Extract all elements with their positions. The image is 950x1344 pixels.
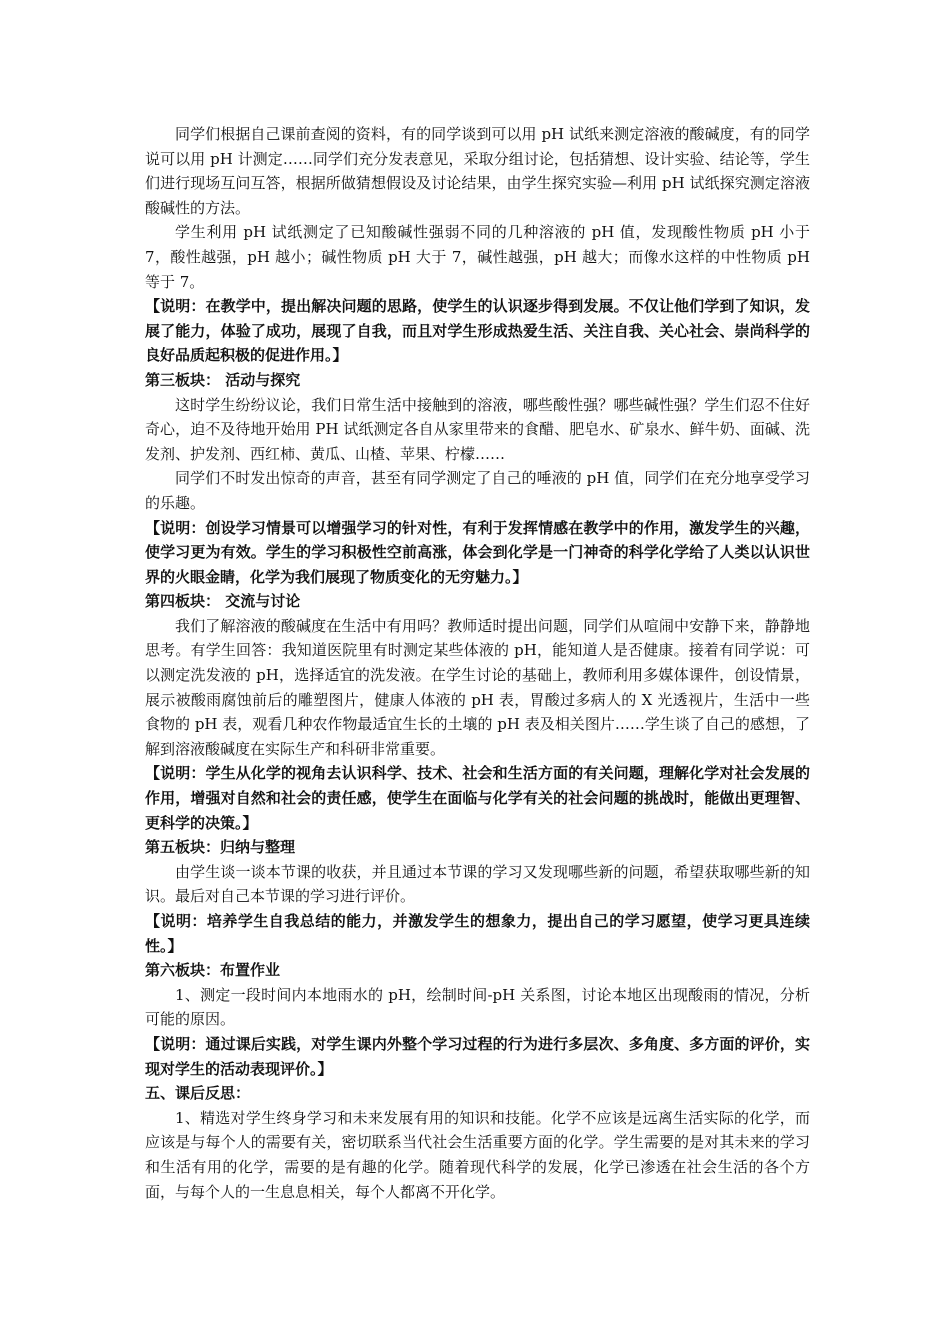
paragraph: 同学们根据自己课前查阅的资料，有的同学谈到可以用 pH 试纸来测定溶液的酸碱度，有的同学说可以用 pH 计测定……同学们充分发表意见，采取分组讨论，包括猜想、设计实验、结论等，学生们进行现场互问互答，根据所做猜想假设及讨论结果，由学生探究实验—利用 pH 试纸探究测定溶液酸碱性的方法。 [145, 125, 810, 217]
note-block: 【说明：创设学习情景可以增强学习的针对性，有利于发挥情感在教学中的作用，激发学生的兴趣，使学习更为有效。学生的学习积极性空前高涨，体会到化学是一门神奇的科学化学给了人类以认识世界的火眼金睛，化学为我们展现了物质变化的无穷魅力。】 [145, 518, 810, 586]
note-block: 【说明：培养学生自我总结的能力，并激发学生的想象力，提出自己的学习愿望，使学习更具连续性。】 [145, 912, 810, 955]
note-block: 【说明：学生从化学的视角去认识科学、技术、社会和生活方面的有关问题，理解化学对社会发展的作用，增强对自然和社会的责任感，使学生在面临与化学有关的社会问题的挑战时，能做出更理智、更科学的决策。】 [145, 764, 810, 832]
paragraph: 1、精选对学生终身学习和未来发展有用的知识和技能。化学不应该是远离生活实际的化学，而应该是与每个人的需要有关，密切联系当代社会生活重要方面的化学。学生需要的是对其未来的学习和生活有用的化学，需要的是有趣的化学。随着现代科学的发展，化学已渗透在社会生活的各个方面，与每个人的一生息息相关，每个人都离不开化学。 [145, 1108, 810, 1201]
section-heading: 第六板块：布置作业 [145, 961, 281, 980]
paragraph: 1、测定一段时间内本地雨水的 pH，绘制时间-pH 关系图，讨论本地区出现酸雨的情况，分析可能的原因。 [145, 985, 810, 1029]
paragraph: 学生利用 pH 试纸测定了已知酸碱性强弱不同的几种溶液的 pH 值，发现酸性物质 pH 小于 7，酸性越强，pH 越小；碱性物质 pH 大于 7，碱性越强，pH 越大；而像水这样的中性物质 pH 等于 7。 [145, 223, 810, 291]
paragraph: 我们了解溶液的酸碱度在生活中有用吗？教师适时提出问题，同学们从喧闹中安静下来，静静地思考。有学生回答：我知道医院里有时测定某些体液的 pH，能知道人是否健康。接着有同学说：可以测定洗发液的 pH，选择适宜的洗发液。在学生讨论的基础上，教师利用多媒体课件，创设情景，展示被酸雨腐蚀前后的雕塑图片，健康人体液的 pH 表，胃酸过多病人的 X 光透视片，生活中一些食物的 pH 表，观看几种农作物最适宜生长的土壤的 pH 表及相关图片……学生谈了自己的感想，了解到溶液酸碱度在实际生产和科研非常重要。 [145, 616, 810, 758]
section-heading: 第四板块： 交流与讨论 [145, 592, 301, 611]
paragraph: 由学生谈一谈本节课的收获，并且通过本节课的学习又发现哪些新的问题，希望获取哪些新的知识。最后对自己本节课的学习进行评价。 [145, 862, 810, 906]
paragraph: 这时学生纷纷议论，我们日常生活中接触到的溶液，哪些酸性强？哪些碱性强？学生们忍不住好奇心，迫不及待地开始用 PH 试纸测定各自从家里带来的食醋、肥皂水、矿泉水、鲜牛奶、面碱、洗发剂、护发剂、西红柿、黄瓜、山楂、苹果、柠檬…… [145, 395, 810, 463]
note-block: 【说明：通过课后实践，对学生课内外整个学习过程的行为进行多层次、多角度、多方面的评价，实现对学生的活动表现评价。】 [145, 1034, 810, 1078]
note-block: 【说明：在教学中，提出解决问题的思路，使学生的认识逐步得到发展。不仅让他们学到了知识，发展了能力，体验了成功，展现了自我，而且对学生形成热爱生活、关注自我、关心社会、崇尚科学的良好品质起积极的促进作用。】 [145, 297, 810, 365]
section-heading: 五、课后反思： [145, 1084, 251, 1103]
paragraph: 同学们不时发出惊奇的声音，甚至有同学测定了自己的唾液的 pH 值，同学们在充分地享受学习的乐趣。 [145, 469, 810, 512]
document-page [145, 122, 810, 1204]
section-heading: 第三板块： 活动与探究 [145, 370, 301, 389]
section-heading: 第五板块：归纳与整理 [145, 838, 296, 857]
